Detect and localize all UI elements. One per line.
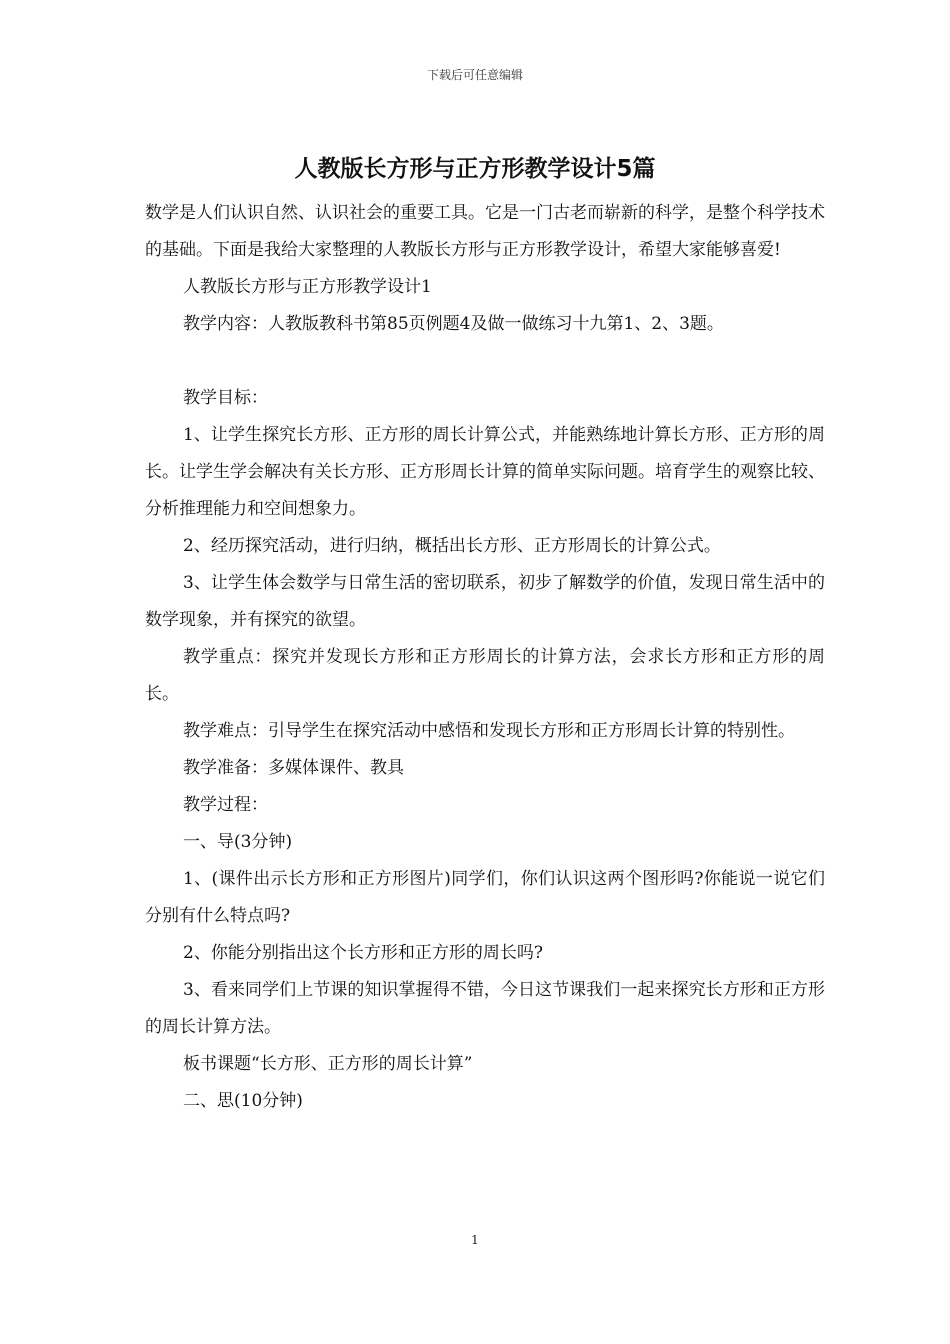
paragraph: 教学目标： — [183, 388, 268, 408]
page-header: 下载后可任意编辑 — [426, 68, 523, 82]
paragraph: 数学是人们认识自然、认识社会的重要工具。它是一门古老而崭新的科学，是整个科学技术的基础。下面是我给大家整理的人教版长方形与正方形教学设计，希望大家能够喜爱! — [145, 203, 825, 260]
paragraph: 板书课题“长方形、正方形的周长计算” — [183, 1054, 473, 1074]
paragraph: 教学重点：探究并发现长方形和正方形周长的计算方法，会求长方形和正方形的周长。 — [145, 647, 825, 704]
paragraph: 1、让学生探究长方形、正方形的周长计算公式，并能熟练地计算长方形、正方形的周长。让学生学会解决有关长方形、正方形周长计算的简单实际问题。培育学生的观察比较、分析推理能力和空间想象力。 — [145, 425, 825, 519]
document-title: 人教版长方形与正方形教学设计5篇 — [294, 156, 656, 182]
page-number: 1 — [471, 1233, 479, 1247]
paragraph: 2、经历探究活动，进行归纳，概括出长方形、正方形周长的计算公式。 — [183, 536, 721, 556]
paragraph: 二、思(10分钟) — [183, 1091, 303, 1111]
paragraph: 3、让学生体会数学与日常生活的密切联系，初步了解数学的价值，发现日常生活中的数学现象，并有探究的欲望。 — [145, 573, 825, 630]
paragraph: 教学过程： — [183, 795, 268, 815]
paragraph: 1、(课件出示长方形和正方形图片)同学们，你们认识这两个图形吗?你能说一说它们分别有什么特点吗? — [145, 869, 825, 926]
paragraph: 教学内容：人教版教科书第85页例题4及做一做练习十九第1、2、3题。 — [183, 314, 724, 334]
paragraph: 教学难点：引导学生在探究活动中感悟和发现长方形和正方形周长计算的特别性。 — [183, 721, 795, 741]
paragraph: 教学准备：多媒体课件、教具 — [183, 758, 404, 778]
paragraph: 2、你能分别指出这个长方形和正方形的周长吗? — [183, 943, 543, 963]
paragraph: 人教版长方形与正方形教学设计1 — [183, 277, 432, 297]
paragraph: 3、看来同学们上节课的知识掌握得不错，今日这节课我们一起来探究长方形和正方形的周长计算方法。 — [145, 980, 825, 1037]
paragraph: 一、导(3分钟) — [183, 832, 293, 852]
document-body — [145, 195, 825, 1120]
